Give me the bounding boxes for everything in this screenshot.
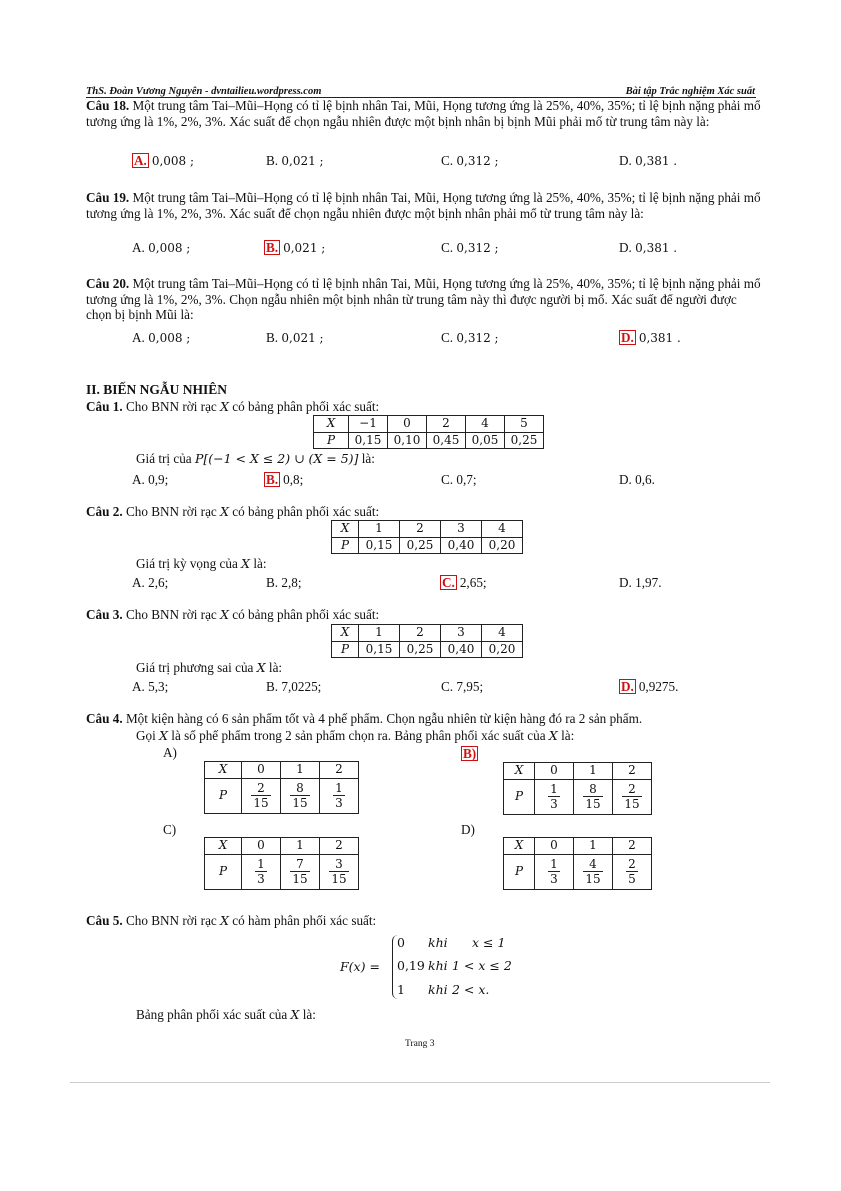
table-row — [205, 854, 359, 889]
fraction-numerator: 2 — [622, 782, 641, 797]
option-key: B. — [266, 679, 279, 694]
table-cell: 3 — [441, 521, 482, 538]
c1-option-c[interactable] — [441, 472, 477, 488]
option-value: 0,381 . — [638, 331, 681, 345]
c3-option-a[interactable] — [132, 679, 168, 695]
cdf-condition: 2 < x. — [452, 982, 490, 997]
table-cell: 0,15 — [359, 537, 400, 554]
fraction-denominator: 15 — [585, 797, 601, 811]
variable: X — [220, 607, 229, 622]
table-cell: X — [504, 763, 535, 780]
option-key: C. — [441, 472, 454, 487]
question-text: Giá trị kỳ vọng của — [136, 556, 238, 571]
table-cell: 1 — [574, 838, 613, 855]
table-cell — [613, 854, 652, 889]
table-row — [504, 779, 652, 814]
table-cell: 0 — [535, 763, 574, 780]
table-row — [504, 763, 652, 780]
question-label: Câu 1. — [86, 399, 123, 414]
page-number: Trang 3 — [405, 1039, 435, 1049]
table-cell: −1 — [349, 416, 388, 433]
variable: X — [220, 504, 229, 519]
table-cell: P — [314, 432, 349, 449]
option-value: 0,008 ; — [148, 331, 191, 345]
option-value: 5,3; — [148, 679, 169, 694]
table-cell: 0,15 — [359, 641, 400, 658]
option-value: 1,97. — [635, 575, 662, 590]
intro-text: có bảng phân phối xác suất: — [232, 504, 380, 519]
page-bottom-rule — [70, 1082, 770, 1083]
table-cell: 0,25 — [505, 432, 544, 449]
table-cell: X — [205, 762, 242, 779]
option-value: 0,312 ; — [456, 241, 499, 255]
option-value: 7,0225; — [281, 679, 322, 694]
option-key: A. — [132, 679, 145, 694]
table-row — [332, 625, 523, 642]
c1-distribution-table — [313, 415, 544, 449]
table-row — [314, 432, 544, 449]
fraction-denominator: 3 — [257, 872, 265, 886]
table-cell: 1 — [574, 763, 613, 780]
table-cell — [320, 778, 359, 813]
option-key: C. — [441, 240, 454, 255]
table-cell: 0 — [242, 762, 281, 779]
question-text: là: — [302, 1007, 316, 1022]
c4-option-c[interactable]: C) — [163, 822, 177, 837]
fraction-numerator: 8 — [290, 781, 309, 796]
question-text: Một trung tâm Tai–Mũi–Họng có tỉ lệ bịnh nhân Tai, Mũi, Họng tương ứng là 25%, 40%, 35%; tỉ lệ bịnh nặng phải mổ tương ứng là 1%, 2%, 3%. Chọn ngẫu nhiên một bịnh nhân từ trung tâm này thì được người bị mổ. Xác suất để người được chọn bị bịnh Mũi là: — [86, 276, 761, 322]
table-cell: 4 — [482, 521, 523, 538]
option-value: 0,9275. — [638, 679, 679, 694]
c4-question — [136, 728, 574, 744]
option-key: A. — [132, 472, 145, 487]
fraction-denominator: 3 — [335, 796, 343, 810]
c2-option-a[interactable] — [132, 575, 168, 591]
q19-option-d[interactable] — [619, 240, 677, 257]
table-row — [205, 838, 359, 855]
table-cell: P — [332, 641, 359, 658]
table-row — [205, 762, 359, 779]
answer-marker: D. — [621, 679, 634, 694]
fraction-denominator: 15 — [331, 872, 347, 886]
option-value: 2,6; — [148, 575, 169, 590]
question-18 — [86, 98, 763, 129]
option-value: 0,008 ; — [151, 154, 195, 168]
q18-option-d[interactable] — [619, 153, 677, 170]
table-cell: 3 — [441, 625, 482, 642]
variable: X — [220, 913, 229, 928]
table-cell: 2 — [320, 838, 359, 855]
fraction-numerator: 8 — [583, 782, 602, 797]
question-label: Câu 5. — [86, 913, 123, 928]
question-label: Câu 19. — [86, 190, 130, 205]
question-text: Một trung tâm Tai–Mũi–Họng có tỉ lệ bịnh nhân Tai, Mũi, Họng tương ứng là 25%, 40%, 35%; tỉ lệ bịnh nặng phải mổ tương ứng là 1%, 2%, 3%. Xác suất để chọn ngẫu nhiên được một bịnh nhân phải mổ từ trung tâm này là: — [86, 190, 761, 221]
fraction-denominator: 15 — [292, 796, 308, 810]
c1-option-a[interactable] — [132, 472, 168, 488]
table-cell: X — [314, 416, 349, 433]
option-value: 0,381 . — [635, 154, 678, 168]
option-key: A. — [132, 240, 145, 255]
option-key: C. — [441, 153, 454, 168]
question-text: là số phế phẩm trong 2 sản phẩm chọn ra. Bảng phân phối xác suất của — [171, 728, 546, 743]
option-value: 0,7; — [456, 472, 477, 487]
answer-marker: A. — [134, 153, 147, 168]
fraction-denominator: 5 — [628, 872, 636, 886]
table-cell — [281, 778, 320, 813]
table-cell: 0,20 — [482, 537, 523, 554]
question-19 — [86, 190, 763, 221]
q20-option-c[interactable] — [441, 330, 499, 347]
c2-option-b[interactable] — [266, 575, 302, 591]
table-cell: X — [504, 838, 535, 855]
fraction-numerator: 4 — [583, 857, 602, 872]
option-key: A. — [132, 330, 145, 345]
variable: X — [256, 660, 266, 675]
c1-option-b[interactable] — [264, 472, 303, 488]
table-cell: 2 — [400, 625, 441, 642]
intro-text: Cho BNN rời rạc — [125, 504, 217, 519]
c3-distribution-table — [331, 624, 523, 658]
c4-intro — [86, 711, 642, 727]
option-value: 0,6. — [635, 472, 655, 487]
option-value: 0,9; — [148, 472, 169, 487]
table-cell: P — [205, 854, 242, 889]
table-cell: 0 — [242, 838, 281, 855]
c3-intro — [86, 607, 379, 623]
table-cell: 1 — [359, 521, 400, 538]
table-cell: 5 — [505, 416, 544, 433]
option-key: C. — [441, 679, 454, 694]
option-key: B. — [266, 153, 279, 168]
question-text: là: — [253, 556, 267, 571]
option-value: 2,8; — [281, 575, 302, 590]
math-expression: P[(−1 < X ≤ 2) ∪ (X = 5)] — [194, 451, 359, 466]
fraction-denominator: 15 — [624, 797, 640, 811]
option-value: 0,008 ; — [148, 241, 191, 255]
question-text: Một kiện hàng có 6 sản phẩm tốt và 4 phế phẩm. Chọn ngẫu nhiên từ kiện hàng đó ra 2 sản phẩm. — [125, 711, 643, 726]
q19-option-c[interactable] — [441, 240, 499, 257]
question-text: Giá trị phương sai của — [136, 660, 254, 675]
variable: X — [241, 556, 251, 571]
option-value: 0,021 ; — [283, 241, 326, 255]
fraction-numerator: 1 — [550, 782, 558, 796]
table-cell — [574, 854, 613, 889]
table-cell: 0,25 — [400, 537, 441, 554]
answer-marker: B) — [463, 746, 477, 761]
option-key: D. — [619, 472, 632, 487]
variable: X — [220, 399, 229, 414]
table-cell: 0,40 — [441, 641, 482, 658]
c1-option-d[interactable] — [619, 472, 655, 488]
fraction-numerator: 7 — [290, 857, 309, 872]
question-text: là: — [361, 451, 375, 466]
q18-option-c[interactable] — [441, 153, 499, 170]
c2-intro — [86, 504, 379, 520]
intro-text: Cho BNN rời rạc — [125, 607, 217, 622]
c4-option-b[interactable] — [461, 746, 481, 762]
cdf-value: 0,19 — [397, 958, 425, 973]
c4-option-d[interactable]: D) — [461, 822, 475, 837]
c5-intro — [86, 913, 376, 929]
table-cell: 2 — [613, 763, 652, 780]
header-author: ThS. Đoàn Vương Nguyên - dvntailieu.wordpress.com — [86, 86, 322, 97]
question-text: Gọi — [136, 728, 156, 743]
table-cell: 2 — [400, 521, 441, 538]
header-title: Bài tập Trắc nghiệm Xác suất — [625, 86, 755, 97]
question-label: Câu 3. — [86, 607, 123, 622]
cdf-lhs: F(x) = — [340, 959, 380, 974]
answer-marker: B. — [266, 240, 279, 255]
option-key: D. — [619, 240, 632, 255]
option-value: 7,95; — [456, 679, 484, 694]
q20-option-b[interactable] — [266, 330, 324, 347]
table-cell: X — [205, 838, 242, 855]
c3-option-d[interactable] — [619, 679, 678, 695]
table-cell: 0,20 — [482, 641, 523, 658]
table-row — [504, 854, 652, 889]
cdf-value: 1 — [397, 982, 405, 997]
question-text: Một trung tâm Tai–Mũi–Họng có tỉ lệ bịnh nhân Tai, Mũi, Họng tương ứng là 25%, 40%, 35%; tỉ lệ bịnh nặng phải mổ tương ứng là 1%, 2%, 3%. Xác suất để chọn ngẫu nhiên được một bịnh nhân bị bịnh Mũi phải mổ từ trung tâm này là: — [86, 98, 761, 129]
table-cell: 0,40 — [441, 537, 482, 554]
option-key: A. — [132, 575, 145, 590]
table-cell: 0 — [535, 838, 574, 855]
option-value: 0,021 ; — [281, 154, 324, 168]
table-cell: P — [504, 779, 535, 814]
fraction-numerator: 1 — [335, 781, 343, 795]
table-row — [332, 537, 523, 554]
table-cell — [320, 854, 359, 889]
c4-table-a — [204, 761, 359, 814]
section-heading: II. BIẾN NGẪU NHIÊN — [86, 382, 228, 397]
table-cell: X — [332, 521, 359, 538]
c4-table-b — [503, 762, 652, 815]
fraction-denominator: 3 — [550, 797, 558, 811]
fraction-numerator: 2 — [628, 857, 636, 871]
option-key: B. — [266, 575, 279, 590]
table-cell: 0,25 — [400, 641, 441, 658]
option-value: 0,381 . — [635, 241, 678, 255]
option-key: C. — [441, 330, 454, 345]
intro-text: Cho BNN rời rạc — [125, 913, 217, 928]
table-cell — [281, 854, 320, 889]
q20-option-d[interactable] — [619, 330, 681, 347]
table-cell: 4 — [482, 625, 523, 642]
table-cell: X — [332, 625, 359, 642]
table-row — [205, 778, 359, 813]
table-cell: 1 — [281, 838, 320, 855]
cdf-keyword: khi — [428, 958, 448, 973]
c3-option-b[interactable] — [266, 679, 321, 695]
fraction-numerator: 1 — [257, 857, 265, 871]
option-value: 0,8; — [283, 472, 304, 487]
q20-option-a[interactable] — [132, 330, 190, 347]
table-cell: 2 — [427, 416, 466, 433]
table-cell — [242, 854, 281, 889]
fraction-denominator: 15 — [292, 872, 308, 886]
c5-question — [136, 1007, 316, 1023]
fraction-denominator: 15 — [253, 796, 269, 810]
c2-distribution-table — [331, 520, 523, 554]
table-cell: 2 — [320, 762, 359, 779]
table-cell: 0 — [388, 416, 427, 433]
answer-marker: D. — [621, 330, 634, 345]
c4-table-c — [204, 837, 359, 890]
table-cell: P — [332, 537, 359, 554]
option-key: D. — [619, 153, 632, 168]
table-cell: 0,15 — [349, 432, 388, 449]
table-cell — [574, 779, 613, 814]
option-key: D. — [619, 575, 632, 590]
fraction-numerator: 2 — [251, 781, 270, 796]
answer-marker: C. — [442, 575, 455, 590]
table-cell — [535, 854, 574, 889]
fraction-numerator: 1 — [550, 857, 558, 871]
c2-option-c[interactable] — [440, 575, 487, 591]
q19-option-b[interactable] — [264, 240, 325, 257]
option-value: 0,312 ; — [456, 331, 499, 345]
c2-option-d[interactable] — [619, 575, 662, 591]
c4-option-a[interactable]: A) — [163, 745, 177, 760]
intro-text: có bảng phân phối xác suất: — [232, 399, 380, 414]
table-cell: 4 — [466, 416, 505, 433]
fraction-denominator: 3 — [550, 872, 558, 886]
table-cell: P — [205, 778, 242, 813]
table-row — [332, 521, 523, 538]
question-label: Câu 18. — [86, 98, 130, 113]
question-label: Câu 20. — [86, 276, 130, 291]
intro-text: có hàm phân phối xác suất: — [232, 913, 377, 928]
question-label: Câu 4. — [86, 711, 123, 726]
table-cell: 1 — [359, 625, 400, 642]
c3-question — [136, 660, 282, 676]
question-text: là: — [561, 728, 575, 743]
c3-option-c[interactable] — [441, 679, 483, 695]
cdf-condition: x ≤ 1 — [472, 935, 506, 950]
question-text: Giá trị của — [136, 451, 192, 466]
option-value: 2,65; — [459, 575, 487, 590]
answer-marker: B. — [266, 472, 279, 487]
table-row — [314, 416, 544, 433]
table-cell: 0,05 — [466, 432, 505, 449]
table-cell: 2 — [613, 838, 652, 855]
q18-option-b[interactable] — [266, 153, 324, 170]
c1-intro — [86, 399, 379, 415]
fraction-numerator: 3 — [329, 857, 348, 872]
variable: X — [159, 728, 168, 743]
table-cell — [242, 778, 281, 813]
cdf-keyword: khi — [428, 935, 448, 950]
fraction-denominator: 15 — [585, 872, 601, 886]
variable: X — [290, 1007, 300, 1022]
variable: X — [548, 728, 558, 743]
question-text: Bảng phân phối xác suất của — [136, 1007, 288, 1022]
cdf-value: 0 — [397, 935, 405, 950]
question-label: Câu 2. — [86, 504, 123, 519]
c2-question — [136, 556, 267, 572]
option-value: 0,021 ; — [281, 331, 324, 345]
q19-option-a[interactable] — [132, 240, 190, 257]
cdf-condition: 1 < x ≤ 2 — [452, 958, 512, 973]
table-cell: 1 — [281, 762, 320, 779]
c1-question — [136, 451, 375, 467]
c4-table-d — [503, 837, 652, 890]
intro-text: Cho BNN rời rạc — [125, 399, 217, 414]
intro-text: có bảng phân phối xác suất: — [232, 607, 380, 622]
table-cell: P — [504, 854, 535, 889]
q18-option-a[interactable] — [132, 153, 194, 170]
table-cell — [535, 779, 574, 814]
table-cell: 0,10 — [388, 432, 427, 449]
question-20 — [86, 276, 763, 323]
option-key: B. — [266, 330, 279, 345]
table-cell: 0,45 — [427, 432, 466, 449]
table-row — [332, 641, 523, 658]
cdf-keyword: khi — [428, 982, 448, 997]
option-value: 0,312 ; — [456, 154, 499, 168]
question-text: là: — [268, 660, 283, 675]
table-cell — [613, 779, 652, 814]
table-row — [504, 838, 652, 855]
